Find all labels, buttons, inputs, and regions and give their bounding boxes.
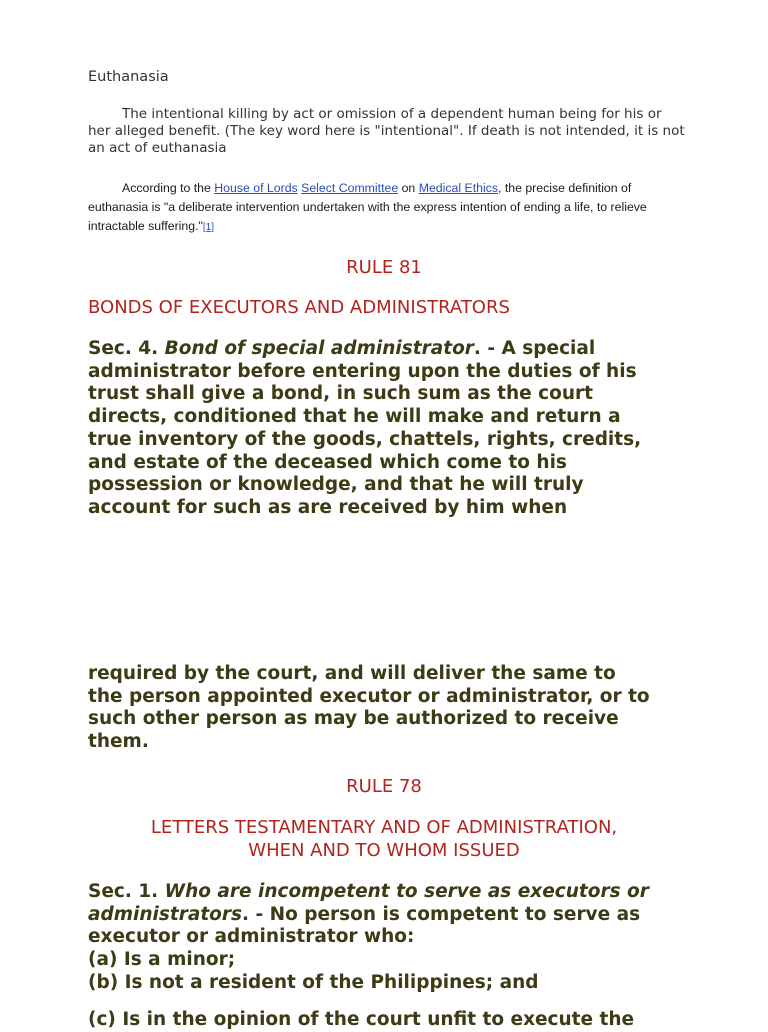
quote-paragraph bbox=[88, 179, 678, 237]
rule81-section-4 bbox=[88, 338, 688, 520]
section-4-title: Bond of special administrator bbox=[164, 338, 474, 359]
section-1-second-line bbox=[88, 904, 688, 927]
rule78-section-1 bbox=[88, 881, 688, 995]
rule81-section-4-continued bbox=[88, 663, 688, 754]
section-1-label: Sec. 1. bbox=[88, 881, 159, 902]
section-1-item-b: (b) Is not a resident of the Philippines; and bbox=[88, 971, 539, 993]
section-1-title-part1: Who are incompetent to serve as executors or bbox=[164, 881, 649, 902]
section-4-line: account for such as are received by him when bbox=[88, 496, 568, 518]
section-4-line-0: A special bbox=[501, 338, 596, 359]
section-4-dash: . - bbox=[473, 338, 496, 359]
rule78-subheading-line: WHEN AND TO WHOM ISSUED bbox=[248, 839, 520, 861]
quote-text: , the precise definition of euthanasia is "a deliberate intervention undertaken with the express intention of ending a life, to relieve intractable suffering." bbox=[88, 181, 647, 233]
rule81-subheading: BONDS OF EXECUTORS AND ADMINISTRATORS bbox=[88, 297, 510, 318]
section-4-label: Sec. 4. bbox=[88, 338, 159, 359]
section-1-first-line bbox=[88, 881, 688, 904]
section-4-first-line bbox=[88, 338, 688, 361]
section-4-line: administrator before entering upon the duties of his bbox=[88, 360, 637, 382]
rule78-subheading bbox=[88, 817, 680, 862]
section-4-line: trust shall give a bond, in such sum as the court bbox=[88, 383, 593, 405]
section-4-cont-line: required by the court, and will deliver the same to bbox=[88, 663, 616, 684]
document-title: Euthanasia bbox=[88, 69, 169, 85]
rule78-subheading-line: LETTERS TESTAMENTARY AND OF ADMINISTRATION, bbox=[150, 817, 618, 838]
house-of-lords-link[interactable]: House of Lords bbox=[214, 181, 298, 195]
section-1-title-part2: administrators bbox=[88, 903, 243, 925]
quote-on: on bbox=[401, 181, 416, 195]
section-1-rest: No person is competent to serve as bbox=[269, 903, 641, 925]
quote-intro: According to the bbox=[122, 181, 211, 195]
select-committee-link[interactable]: Select Committee bbox=[301, 181, 399, 195]
section-4-line: true inventory of the goods, chattels, rights, credits, bbox=[88, 428, 642, 450]
rule81-heading: RULE 81 bbox=[346, 257, 422, 278]
section-1-item-a: (a) Is a minor; bbox=[88, 949, 236, 971]
definition-paragraph: The intentional killing by act or omission of a dependent human being for his or her alleged benefit. (The key word here is "intentional". If death is not intended, it is not an act of euthanasia bbox=[88, 106, 685, 156]
section-4-cont-line: them. bbox=[88, 731, 149, 753]
reference-link[interactable]: [1] bbox=[202, 222, 214, 233]
rule78-heading: RULE 78 bbox=[346, 776, 422, 797]
section-4-cont-line: the person appointed executor or administrator, or to bbox=[88, 685, 650, 707]
section-1-item-c: (c) Is in the opinion of the court unfit to execute the bbox=[88, 1009, 635, 1030]
section-1-line: executor or administrator who: bbox=[88, 926, 415, 948]
medical-ethics-link[interactable]: Medical Ethics bbox=[418, 181, 498, 195]
section-4-cont-line: such other person as may be authorized to receive bbox=[88, 708, 619, 730]
section-4-line: directs, conditioned that he will make and return a bbox=[88, 406, 621, 428]
section-4-line: and estate of the deceased which come to his bbox=[88, 451, 567, 473]
section-1-dash: . - bbox=[242, 903, 264, 925]
section-4-line: possession or knowledge, and that he will truly bbox=[88, 474, 584, 496]
